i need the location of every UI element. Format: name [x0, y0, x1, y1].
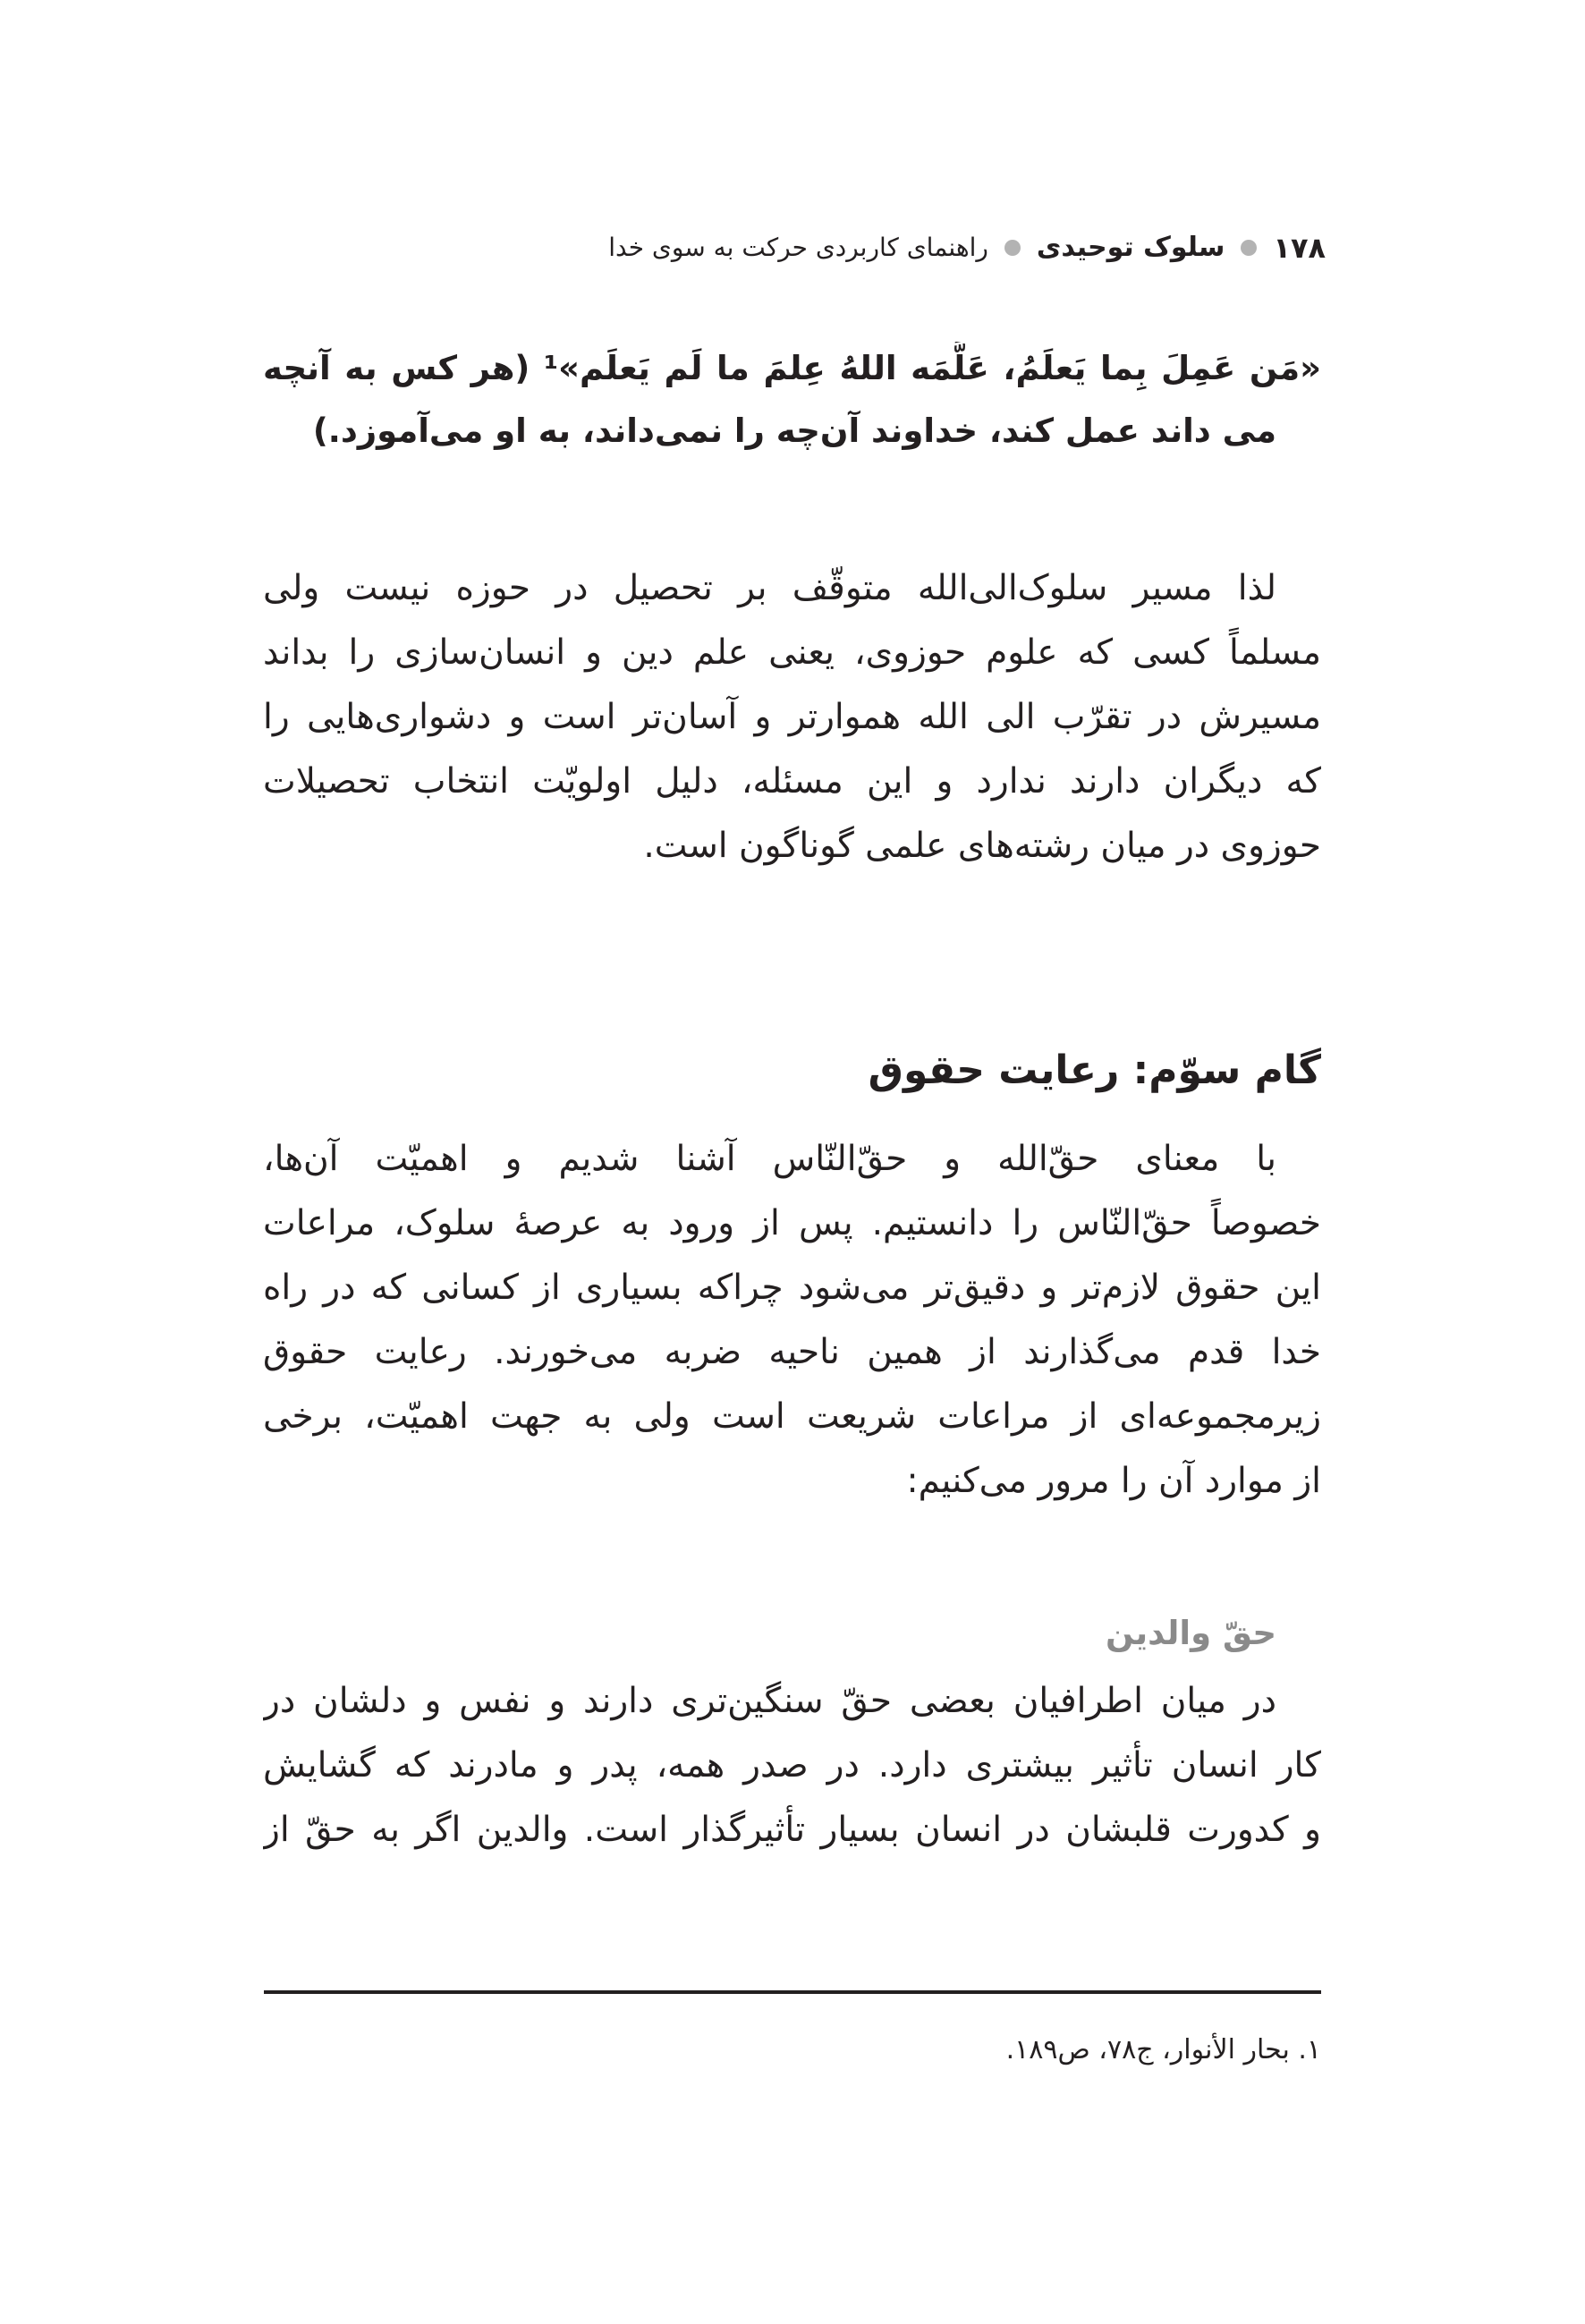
- paragraph-line: که دیگران دارند ندارد و این مسئله، دلیل اولویّت انتخاب تحصیلات: [263, 761, 1321, 802]
- paragraph-line: از موارد آن را مرور می‌کنیم:: [906, 1461, 1321, 1501]
- paragraph-line: حوزوی در میان رشته‌های علمی گوناگون است.: [643, 826, 1321, 866]
- paragraph-line: این حقوق لازم‌تر و دقیق‌تر می‌شود چراکه بسیاری از کسانی که در راه: [263, 1268, 1321, 1308]
- quote-line: می داند عمل کند، خداوند آن‌چه را نمی‌داند، به او می‌آموزد.): [312, 411, 1276, 450]
- paragraph-line: مسلماً کسی که علوم حوزوی، یعنی علم دین و انسان‌سازی را بداند: [263, 632, 1321, 673]
- page-number: ۱۷۸: [1273, 231, 1326, 265]
- book-subtitle: راهنمای کاربردی حرکت به سوی خدا: [608, 233, 988, 262]
- paragraph-line: در میان اطرافیان بعضی حقّ سنگین‌تری دارند و نفس و دلشان در: [263, 1681, 1276, 1721]
- bullet-dot-icon: [1004, 240, 1021, 256]
- paragraph-line: و کدورت قلبشان در انسان بسیار تأثیرگذار است. والدین اگر به حقّ از: [263, 1810, 1321, 1850]
- quote-line: «مَن عَمِلَ بِما يَعلَمُ، عَلَّمَه اللهُ عِلمَ ما لَم يَعلَم»¹ (هر کس به آنچه: [263, 349, 1321, 387]
- paragraph-line: مسیرش در تقرّب الی الله هموارتر و آسان‌تر است و دشواری‌هایی را: [263, 697, 1321, 737]
- running-header: [608, 225, 1326, 270]
- paragraph-line: خدا قدم می‌گذارند از همین ناحیه ضربه می‌خورند. رعایت حقوق: [263, 1332, 1321, 1372]
- bullet-dot-icon: [1241, 240, 1257, 256]
- paragraph-line: با معنای حقّ‌الله و حقّ‌النّاس آشنا شدیم و اهمیّت آن‌ها،: [263, 1139, 1276, 1179]
- paragraph-line: لذا مسیر سلوک‌الی‌الله متوقّف بر تحصیل در حوزه نیست ولی: [263, 568, 1276, 608]
- paragraph-line: زیرمجموعه‌ای از مراعات شریعت است ولی به جهت اهمیّت، برخی: [263, 1396, 1321, 1437]
- footnote-divider: [264, 1990, 1321, 1994]
- paragraph-line: خصوصاً حقّ‌النّاس را دانستیم. پس از ورود به عرصهٔ سلوک، مراعات: [263, 1203, 1321, 1243]
- footnote: ۱. بحار الأنوار، ج۷۸، ص۱۸۹.: [1005, 2034, 1321, 2065]
- paragraph-line: کار انسان تأثیر بیشتری دارد. در صدر همه، پدر و مادرند که گشایش: [263, 1745, 1321, 1785]
- book-title: سلوک توحیدی: [1036, 232, 1225, 263]
- section-heading: گام سوّم: رعایت حقوق: [868, 1047, 1321, 1093]
- subheading: حقّ والدین: [1105, 1614, 1276, 1652]
